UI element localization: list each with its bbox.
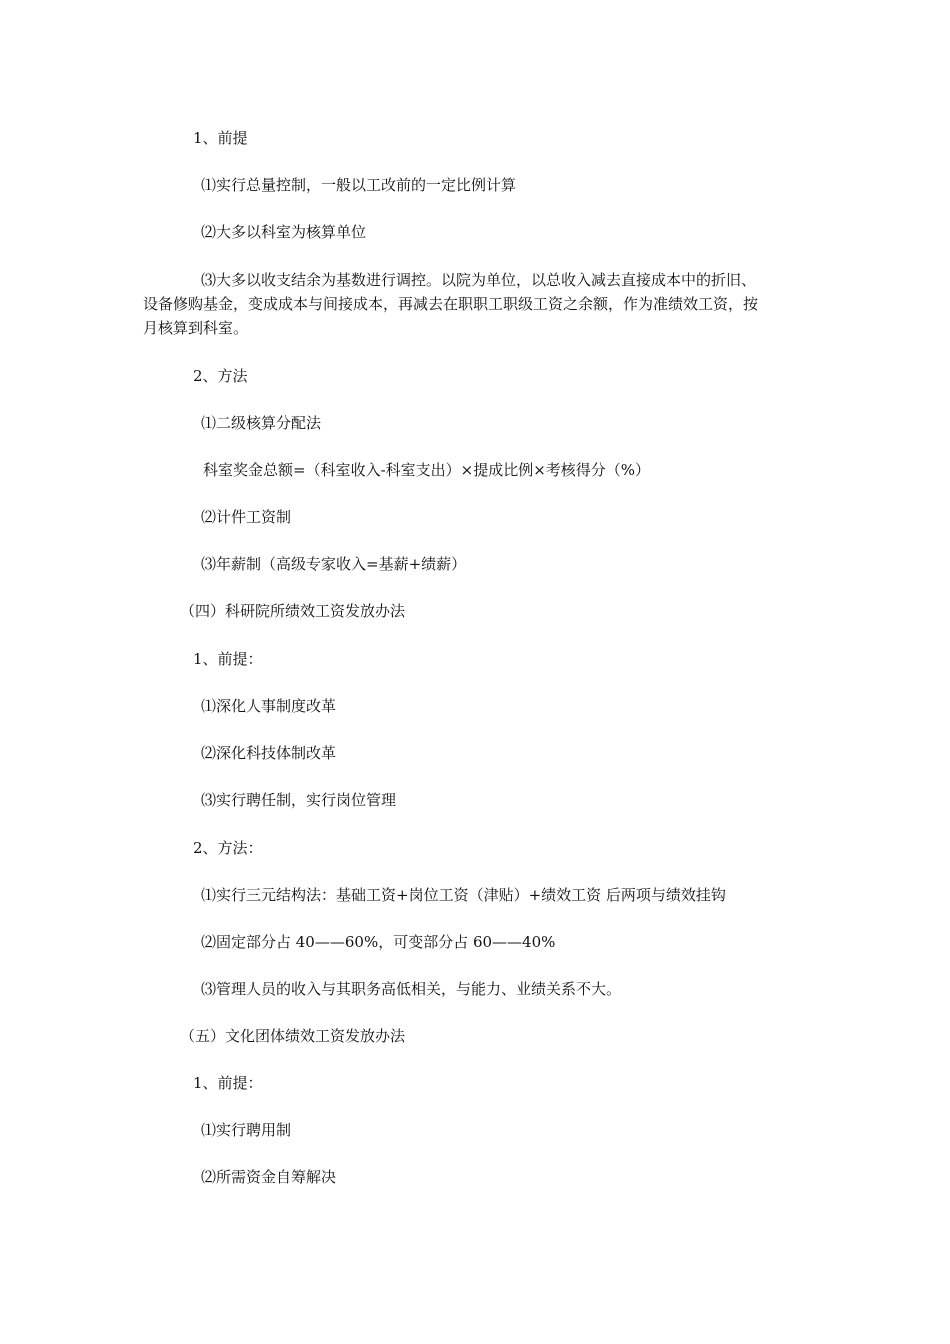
heading-method: 2、方法 <box>193 367 248 385</box>
section-heading-cultural-groups: （五）文化团体绩效工资发放办法 <box>180 1027 406 1045</box>
list-item-piece-rate: ⑵计件工资制 <box>201 508 292 526</box>
list-item-management-income: ⑶管理人员的收入与其职务高低相关，与能力、业绩关系不大。 <box>201 980 622 998</box>
heading-method: 2、方法： <box>193 839 263 857</box>
list-item-fixed-variable-ratio: ⑵固定部分占 40——60%，可变部分占 60——40% <box>201 933 556 951</box>
list-item-three-part-structure: ⑴实行三元结构法：基础工资+岗位工资（津贴）+绩效工资 后两项与绩效挂钩 <box>201 886 726 904</box>
paragraph-line: ⑶大多以收支结余为基数进行调控。以院为单位，以总收入减去直接成本中的折旧、 <box>201 271 757 289</box>
list-item-appointment-system: ⑶实行聘任制，实行岗位管理 <box>201 791 397 809</box>
heading-premise: 1、前提： <box>193 1074 263 1092</box>
list-item-tech-reform: ⑵深化科技体制改革 <box>201 744 337 762</box>
list-item-two-level-accounting: ⑴二级核算分配法 <box>201 414 322 432</box>
section-heading-research-institutes: （四）科研院所绩效工资发放办法 <box>180 602 406 620</box>
list-item-personnel-reform: ⑴深化人事制度改革 <box>201 697 337 715</box>
list-item-employment-system: ⑴实行聘用制 <box>201 1121 292 1139</box>
formula-bonus-total: 科室奖金总额=（科室收入-科室支出）×提成比例×考核得分（%） <box>203 461 651 479</box>
list-item-department-unit: ⑵大多以科室为核算单位 <box>201 223 367 241</box>
heading-premise: 1、前提 <box>193 129 248 147</box>
list-item-self-funding: ⑵所需资金自筹解决 <box>201 1168 337 1186</box>
paragraph-line: 设备修购基金，变成成本与间接成本，再减去在职职工职级工资之余额，作为准绩效工资，按 <box>143 295 759 313</box>
paragraph-line: 月核算到科室。 <box>143 319 249 337</box>
list-item-annual-salary: ⑶年薪制（高级专家收入=基薪+绩薪） <box>201 555 467 573</box>
list-item-total-control: ⑴实行总量控制，一般以工改前的一定比例计算 <box>201 176 517 194</box>
paragraph-surplus-base <box>143 268 811 340</box>
heading-premise: 1、前提： <box>193 650 263 668</box>
